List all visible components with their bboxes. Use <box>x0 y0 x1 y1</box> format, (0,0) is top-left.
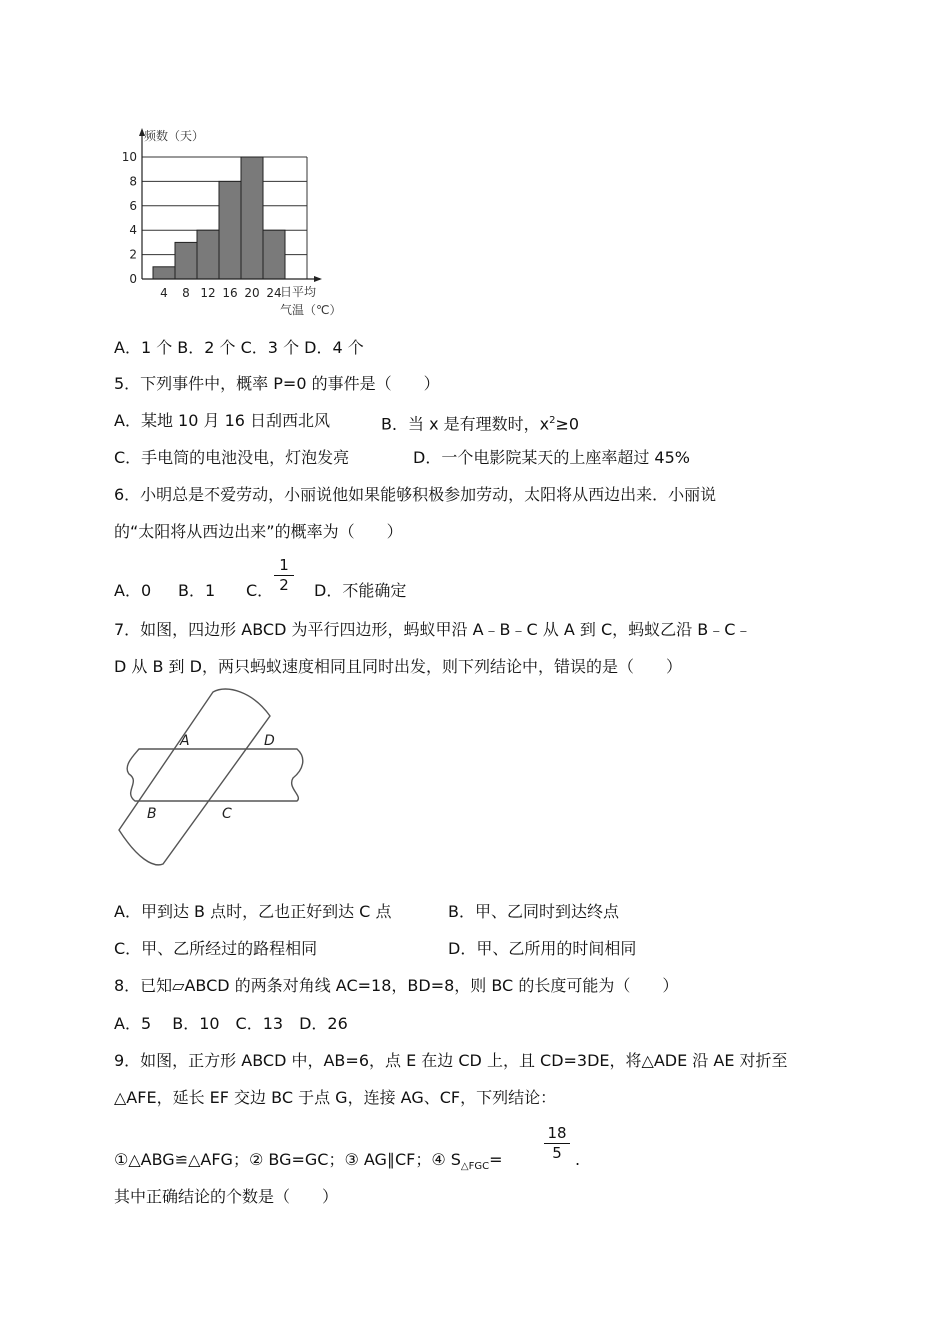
x-tick-labels <box>160 286 281 300</box>
y-tick-labels <box>122 150 137 286</box>
q7-option-b: B．甲、乙同时到达终点 <box>448 902 619 921</box>
q7-line1: 7．如图，四边形 ABCD 为平行四边形，蚂蚁甲沿 A﹣B﹣C 从 A 到 C，蚂蚁乙沿 B﹣C﹣ <box>114 620 752 639</box>
y-tick-label-0: 0 <box>129 272 137 286</box>
x-axis-label-line1: 日平均 <box>280 285 317 299</box>
q9-line1: 9．如图，正方形 ABCD 中，AB=6，点 E 在边 CD 上，且 CD=3DE，将△ADE 沿 AE 对折至 <box>114 1051 788 1070</box>
x-tick-label-20: 20 <box>244 286 260 300</box>
point-label-c: C <box>222 806 232 822</box>
q9-concl-prefix: ①△ABG≌△AFG；② BG=GC；③ AG∥CF；④ S <box>114 1150 461 1169</box>
q7-line2: D 从 B 到 D，两只蚂蚁速度相同且同时出发，则下列结论中，错误的是（ ） <box>114 657 682 676</box>
slanted-strip-outline <box>119 689 270 865</box>
x-tick-label-12: 12 <box>200 286 216 300</box>
histogram-bar-5 <box>241 157 263 279</box>
y-tick-label-10: 10 <box>121 150 137 164</box>
point-label-b: B <box>147 806 157 822</box>
q6-option-b: B．1 <box>178 581 216 600</box>
histogram-chart <box>110 124 350 324</box>
x-tick-label-24: 24 <box>266 286 282 300</box>
q8-options: A．5 B．10 C．13 D．26 <box>114 1014 348 1033</box>
q8-stem: 8．已知▱ABCD 的两条对角线 AC=18，BD=8，则 BC 的长度可能为（ ） <box>114 976 679 995</box>
q6-frac-num: 1 <box>279 556 289 574</box>
q4-options: A．1 个 B．2 个 C．3 个 D．4 个 <box>114 338 364 357</box>
q9-frac-num: 18 <box>547 1124 567 1142</box>
q5-option-b <box>381 410 579 435</box>
chart-bars <box>153 157 285 279</box>
q6-option-a: A．0 <box>114 581 152 600</box>
q7-option-d: D．甲、乙所用的时间相同 <box>448 939 637 958</box>
q9-concl-eq: = <box>489 1150 503 1169</box>
x-axis-label-line2: 气温（℃） <box>280 303 342 317</box>
y-tick-label-4: 4 <box>129 223 137 238</box>
q9-fraction <box>544 1124 570 1163</box>
q5-b-suffix: ≥0 <box>555 414 580 434</box>
y-tick-label-8: 8 <box>129 174 137 189</box>
q9-concl-end: . <box>575 1150 581 1169</box>
histogram-bar-6 <box>263 230 285 279</box>
q5-b-sup: 2 <box>549 415 556 426</box>
q6-frac-den: 2 <box>279 576 289 594</box>
histogram-bar-1 <box>153 267 175 279</box>
histogram-bar-3 <box>197 230 219 279</box>
point-label-d: D <box>264 733 275 749</box>
q9-conclusions <box>114 1149 503 1178</box>
x-axis-arrow <box>314 276 322 282</box>
y-tick-label-2: 2 <box>129 247 137 262</box>
q9-line4: 其中正确结论的个数是（ ） <box>114 1187 339 1206</box>
q7-option-a: A．甲到达 B 点时，乙也正好到达 C 点 <box>114 902 392 921</box>
q7-option-c: C．甲、乙所经过的路程相同 <box>114 939 318 958</box>
parallelogram-strips-figure <box>115 688 315 868</box>
x-tick-label-16: 16 <box>222 286 238 300</box>
y-tick-label-6: 6 <box>129 198 137 213</box>
y-axis-label: 频数（天） <box>144 129 205 143</box>
q5-option-d: D．一个电影院某天的上座率超过 45% <box>413 448 690 467</box>
q6-option-d: D．不能确定 <box>314 581 407 600</box>
q9-frac-den: 5 <box>552 1144 562 1162</box>
q6-line1: 6．小明总是不爱劳动，小丽说他如果能够积极参加劳动，太阳将从西边出来．小丽说 <box>114 485 717 504</box>
point-label-a: A <box>180 733 190 749</box>
q9-concl-sub: △FGC <box>460 1161 490 1173</box>
q5-option-c: C．手电筒的电池没电，灯泡发亮 <box>114 448 350 467</box>
x-tick-label-4: 4 <box>160 286 168 300</box>
histogram-bar-2 <box>175 242 197 279</box>
x-tick-label-8: 8 <box>182 286 190 300</box>
q5-b-prefix: B．当 x 是有理数时，x <box>381 414 550 434</box>
q6-option-c: C． <box>246 581 274 600</box>
q5-option-a: A．某地 10 月 16 日刮西北风 <box>114 411 331 430</box>
q6-line2: 的“太阳将从西边出来”的概率为（ ） <box>114 522 403 541</box>
q9-line2: △AFE，延长 EF 交边 BC 于点 G，连接 AG、CF，下列结论： <box>114 1088 557 1107</box>
q5-stem: 5．下列事件中，概率 P=0 的事件是（ ） <box>114 374 440 393</box>
histogram-bar-4 <box>219 181 241 279</box>
q6-fraction <box>274 556 294 595</box>
